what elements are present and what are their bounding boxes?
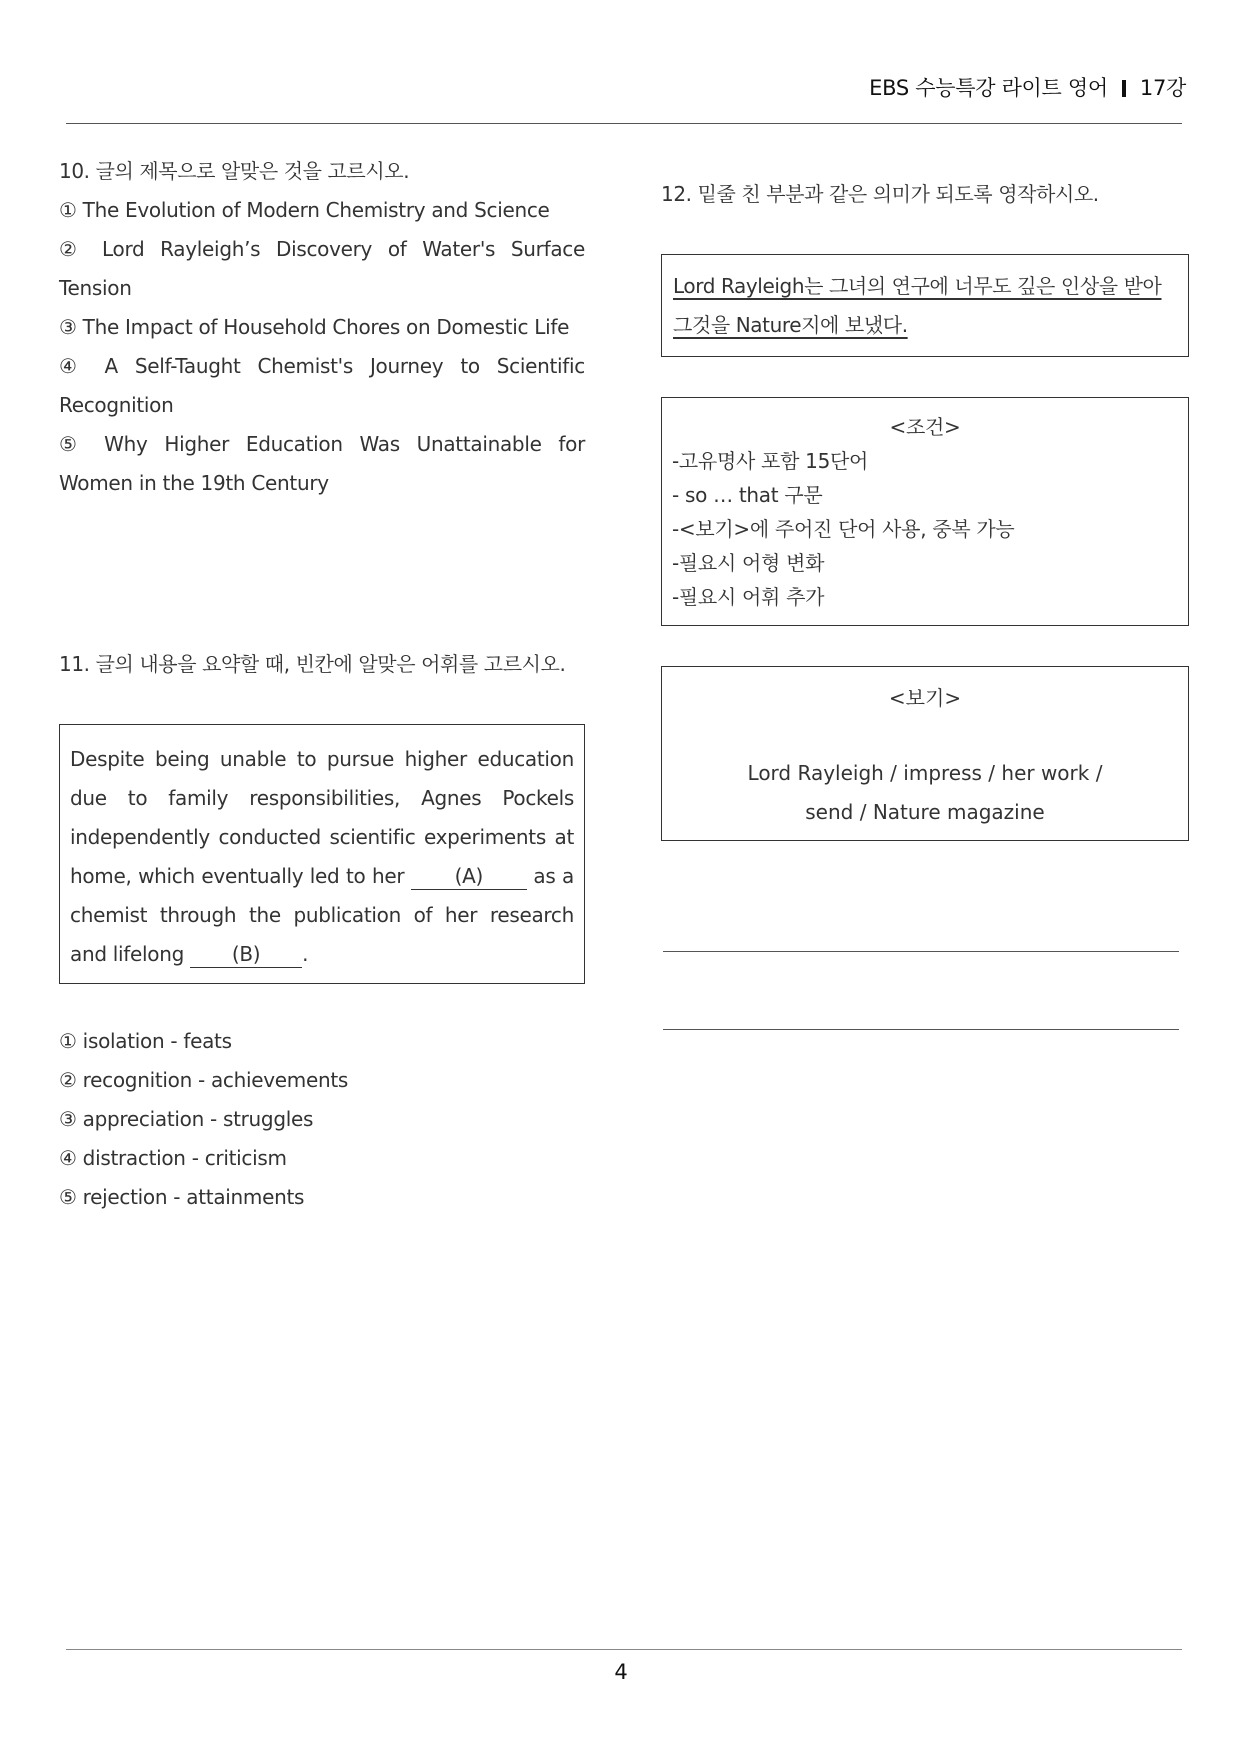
question-11-option-4[interactable]: ④ distraction - criticism [59, 1146, 287, 1170]
condition-item: -필요시 어형 변화 [672, 551, 825, 575]
conditions-heading: <조건> [889, 415, 961, 439]
condition-item: -<보기>에 주어진 단어 사용, 중복 가능 [672, 517, 1015, 541]
target-sentence-box [661, 254, 1189, 357]
summary-box [59, 724, 585, 984]
answer-line-1[interactable] [663, 951, 1179, 952]
page-number: 4 [614, 1660, 628, 1684]
blank-a: (A) [411, 863, 527, 890]
question-10-title: 10. 글의 제목으로 알맞은 것을 고르시오. [59, 159, 410, 183]
question-11-option-1[interactable]: ① isolation - feats [59, 1029, 232, 1053]
question-10-option-1[interactable]: ① The Evolution of Modern Chemistry and Science [59, 198, 550, 222]
question-12-heading [661, 176, 1187, 212]
bogi-box [661, 666, 1189, 841]
question-11-heading [59, 645, 585, 684]
footer-rule [66, 1649, 1182, 1650]
answer-line-2[interactable] [663, 1029, 1179, 1030]
condition-item: -고유명사 포함 15단어 [672, 449, 869, 473]
question-10 [59, 152, 585, 503]
question-10-option-2[interactable]: ② Lord Rayleigh’s Discovery of Water's Surface Tension [59, 237, 585, 300]
summary-text-part-1: Despite being unable to pursue higher education due to family responsibilities, Agnes Pockels independently conducted scientific experiments at home, which eventually led to her [70, 747, 574, 888]
summary-text-part-3: . [302, 942, 309, 966]
lesson-number: 17강 [1139, 76, 1186, 100]
question-10-option-3[interactable]: ③ The Impact of Household Chores on Domestic Life [59, 315, 570, 339]
condition-item: - so … that 구문 [672, 483, 823, 507]
bogi-heading: <보기> [888, 686, 962, 710]
bogi-word-line: send / Nature magazine [805, 800, 1045, 824]
condition-item: -필요시 어휘 추가 [672, 585, 825, 609]
question-10-option-5[interactable]: ⑤ Why Higher Education Was Unattainable for Women in the 19th Century [59, 432, 585, 495]
target-sentence: Lord Rayleigh는 그녀의 연구에 너무도 깊은 인상을 받아 그것을 Nature지에 보냈다. [673, 274, 1162, 337]
header-separator [1122, 80, 1126, 97]
question-11-option-5[interactable]: ⑤ rejection - attainments [59, 1185, 305, 1209]
page-header [869, 72, 1186, 102]
question-12-title: 12. 밑줄 친 부분과 같은 의미가 되도록 영작하시오. [661, 182, 1099, 206]
question-11-title: 11. 글의 내용을 요약할 때, 빈칸에 알맞은 어휘를 고르시오. [59, 652, 566, 676]
summary-text-part-2: as a chemist through the publication of her research and lifelong [70, 864, 574, 966]
bogi-word-line: Lord Rayleigh / impress / her work / [747, 761, 1103, 785]
conditions-box [661, 397, 1189, 626]
question-11-options [59, 1022, 585, 1217]
question-10-option-4[interactable]: ④ A Self-Taught Chemist's Journey to Scientific Recognition [59, 354, 585, 417]
book-title: EBS 수능특강 라이트 영어 [869, 76, 1108, 100]
question-11-option-3[interactable]: ③ appreciation - struggles [59, 1107, 314, 1131]
header-rule [66, 123, 1182, 124]
question-11-option-2[interactable]: ② recognition - achievements [59, 1068, 349, 1092]
blank-b: (B) [190, 941, 302, 968]
